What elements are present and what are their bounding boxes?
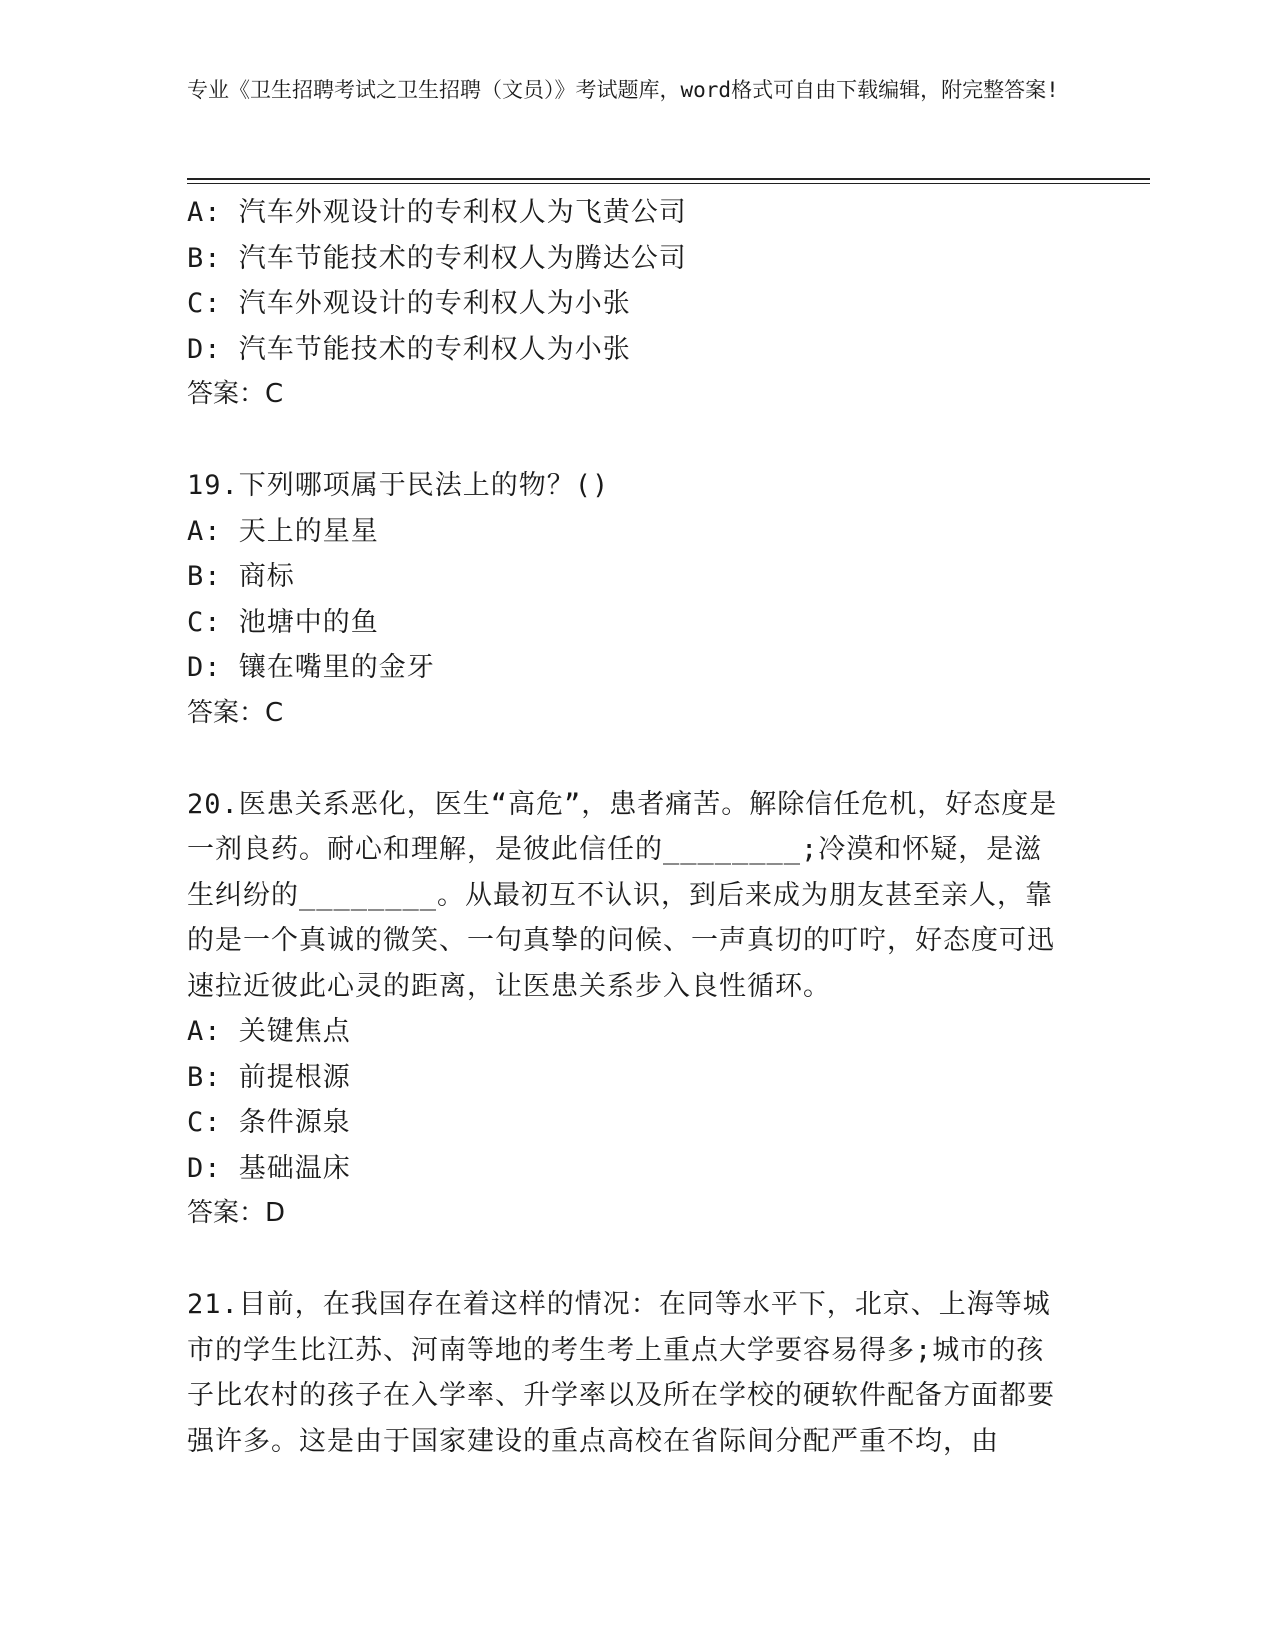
spacer bbox=[187, 418, 1067, 464]
option-b: B: 前提根源 bbox=[187, 1061, 351, 1093]
question-19 bbox=[187, 463, 1067, 736]
question-20 bbox=[187, 782, 1067, 1237]
answer: 答案：D bbox=[187, 1198, 286, 1228]
option-a: A: 关键焦点 bbox=[187, 1016, 351, 1047]
option-b: B: 汽车节能技术的专利权人为腾达公司 bbox=[187, 242, 687, 274]
option-a: A: 天上的星星 bbox=[187, 515, 379, 547]
option-d: D: 汽车节能技术的专利权人为小张 bbox=[187, 333, 631, 365]
answer: 答案：C bbox=[187, 379, 284, 409]
header-divider bbox=[187, 178, 1150, 184]
option-b: B: 商标 bbox=[187, 561, 295, 592]
page-header: 专业《卫生招聘考试之卫生招聘（文员）》考试题库，word格式可自由下载编辑，附完整答案! bbox=[187, 78, 1059, 102]
option-d: D: 基础温床 bbox=[187, 1152, 351, 1184]
option-c: C: 条件源泉 bbox=[187, 1107, 351, 1138]
question-stem: 20.医患关系恶化，医生“高危”，患者痛苦。解除信任危机，好态度是一剂良药。耐心和理解，是彼此信任的________;冷漠和怀疑，是滋生纠纷的________。从最初互不认识，到后来成为朋友甚至亲人，靠的是一个真诚的微笑、一句真挚的问候、一声真切的叮咛，好态度可迅速拉近彼此心灵的距离，让医患关系步入良性循环。 bbox=[187, 788, 1058, 1002]
option-c: C: 汽车外观设计的专利权人为小张 bbox=[187, 288, 631, 319]
question-stem: 21.目前，在我国存在着这样的情况：在同等水平下，北京、上海等城市的学生比江苏、河南等地的考生考上重点大学要容易得多;城市的孩子比农村的孩子在入学率、升学率以及所在学校的硬软件配备方面都要强许多。这是由于国家建设的重点高校在省际间分配严重不均，由 bbox=[187, 1289, 1055, 1457]
option-a: A: 汽车外观设计的专利权人为飞黄公司 bbox=[187, 197, 687, 228]
question-21 bbox=[187, 1282, 1067, 1464]
spacer bbox=[187, 1237, 1067, 1283]
question-list bbox=[187, 190, 1067, 1464]
option-c: C: 池塘中的鱼 bbox=[187, 606, 379, 638]
answer: 答案：C bbox=[187, 697, 284, 728]
spacer bbox=[187, 736, 1067, 782]
option-d: D: 镶在嘴里的金牙 bbox=[187, 652, 435, 683]
question-stem: 19.下列哪项属于民法上的物？() bbox=[187, 470, 610, 501]
question-18 bbox=[187, 190, 1067, 418]
